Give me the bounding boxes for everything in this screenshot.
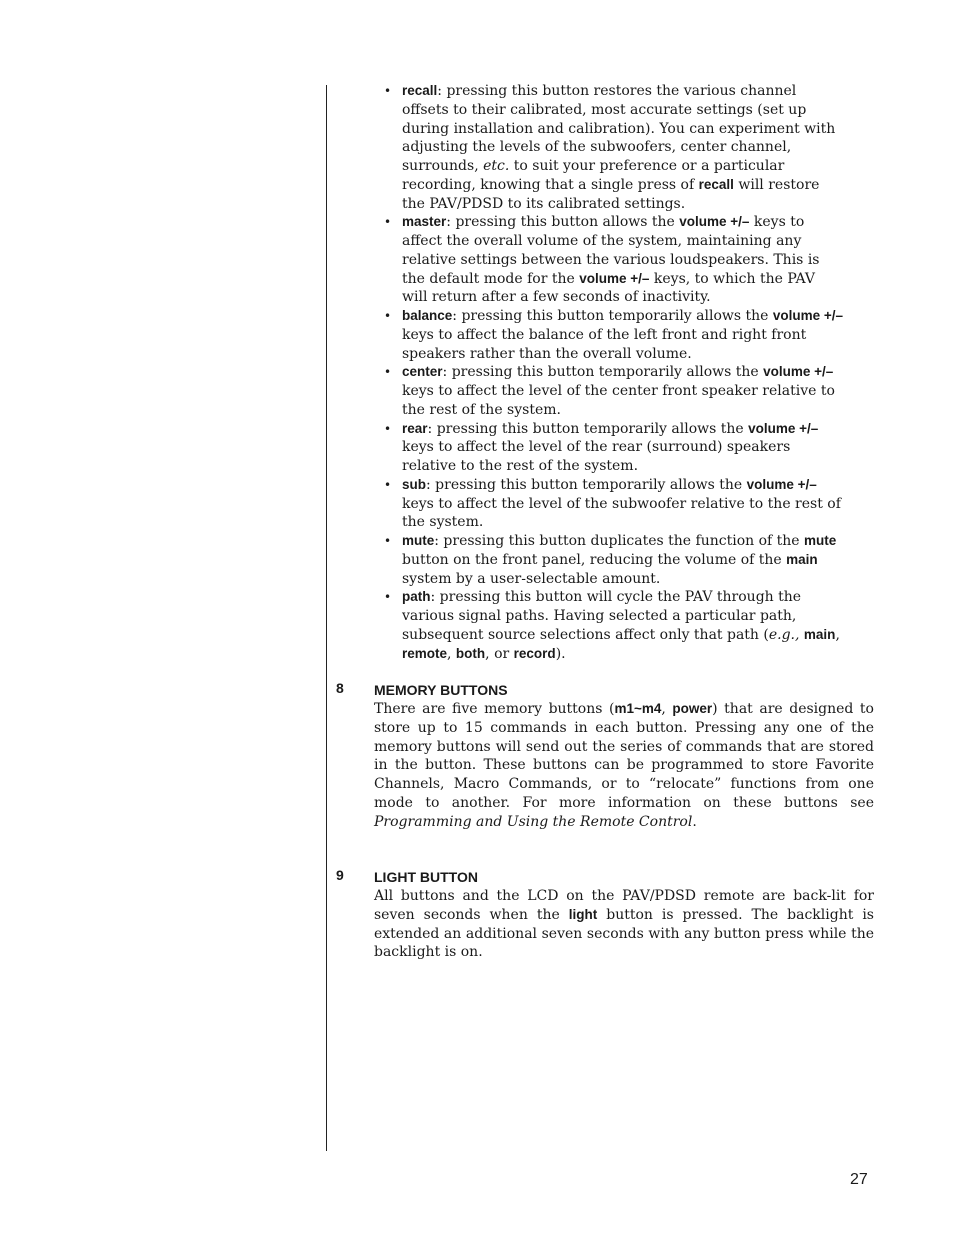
bullet-icon: • [384, 477, 392, 492]
section-body: All buttons and the LCD on the PAV/PDSD remote are back-lit for seven seconds when the light button is pressed. The backlight is extended an additional seven seconds with any button press while the backlight is on. [374, 888, 874, 961]
bullet-icon: • [384, 215, 392, 230]
remote-function-list [384, 82, 844, 663]
list-item-master: • master: pressing this button allows the volume +/– keys to affect the overall volume of the system, maintaining any relative settings between the various loudspeakers. This is the default mode for the volume +/– keys, to which the PAV will return after a few seconds of inactivity. [384, 214, 820, 306]
bullet-icon: • [384, 421, 392, 436]
section-number: 8 [336, 680, 344, 696]
section-body: There are five memory buttons (m1~m4, power) that are designed to store up to 15 commands in each button. Pressing any one of the memory buttons will send out the series of commands that are stored in the button. These buttons can be programmed to store Favorite Channels, Macro Commands, or to “relocate” functions from one mode to another. For more information on these buttons see Programming and Using the Remote Control. [374, 701, 874, 830]
section-number: 9 [336, 867, 344, 883]
section-title: MEMORY BUTTONS [374, 682, 508, 698]
margin-rule [326, 85, 327, 1151]
list-item-sub: • sub: pressing this button temporarily allows the volume +/– keys to affect the level of the subwoofer relative to the rest of the system. [384, 476, 841, 531]
list-item-recall: • recall: pressing this button restores the various channel offsets to their calibrated, most accurate settings (set up during installation and calibration). You can experiment with adjusting the levels of the subwoofers, center channel, surrounds, etc. to suit your preference or a particular recording, knowing that a single press of recall will restore the PAV/PDSD to its calibrated settings. [384, 83, 836, 212]
bullet-icon: • [384, 309, 392, 323]
list-item-mute: • mute: pressing this button duplicates the function of the mute button on the front panel, reducing the volume of the main system by a user-selectable amount. [384, 533, 837, 587]
section-title: LIGHT BUTTON [374, 869, 478, 885]
bullet-icon: • [384, 84, 392, 98]
section-memory-buttons [374, 680, 874, 831]
bullet-icon: • [384, 534, 392, 548]
bullet-icon: • [384, 365, 392, 380]
list-item-path: • path: pressing this button will cycle the PAV through the various signal paths. Having selected a particular path, subsequent source selections affect only that path (e.g., main, remote, both, or record). [384, 589, 840, 662]
section-light-button [374, 867, 874, 962]
list-item-balance: • balance: pressing this button temporarily allows the volume +/– keys to affect the balance of the left front and right front speakers rather than the overall volume. [384, 308, 844, 362]
bullet-icon: • [384, 590, 392, 605]
list-item-rear: • rear: pressing this button temporarily allows the volume +/– keys to affect the level of the rear (surround) speakers relative to the rest of the system. [384, 420, 819, 474]
list-item-center: • center: pressing this button temporarily allows the volume +/– keys to affect the level of the center front speaker relative to the rest of the system. [384, 364, 835, 418]
page-number: 27 [850, 1171, 868, 1188]
